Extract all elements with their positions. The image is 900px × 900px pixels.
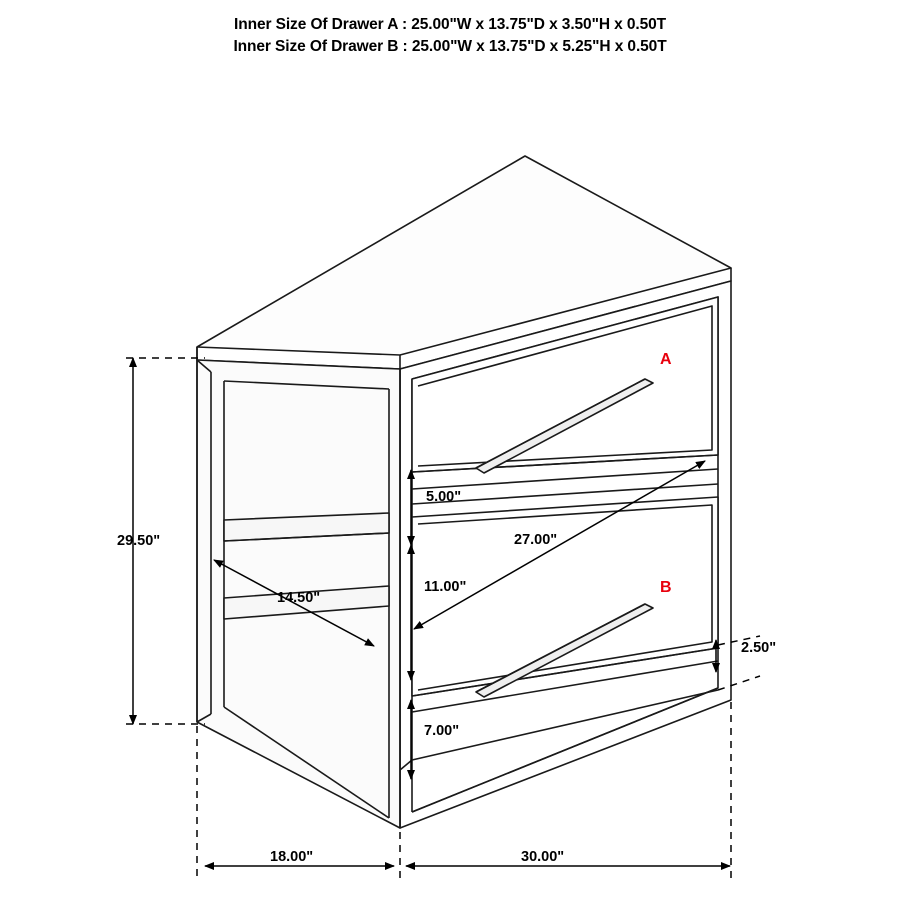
dim-side-width: 18.00" [270,849,314,865]
drawer-label-a: A [660,351,672,368]
drawer-b-inner-size: Inner Size Of Drawer B : 25.00"W x 13.75"D x 5.25"H x 0.50T [233,38,667,55]
dim-total-height: 29.50" [117,533,161,549]
dim-depth-front: 14.50" [277,590,321,606]
dim-bottom-gap: 7.00" [424,723,460,739]
dim-base-height: 2.50" [741,640,777,656]
drawer-a-inner-size: Inner Size Of Drawer A : 25.00"W x 13.75"D x 3.50"H x 0.50T [234,16,666,33]
dim-face-width: 30.00" [521,849,565,865]
dim-gap-b: 11.00" [424,579,467,595]
dim-width-front: 27.00" [514,532,558,548]
dim-gap-a: 5.00" [426,489,462,505]
drawer-label-b: B [660,579,672,596]
